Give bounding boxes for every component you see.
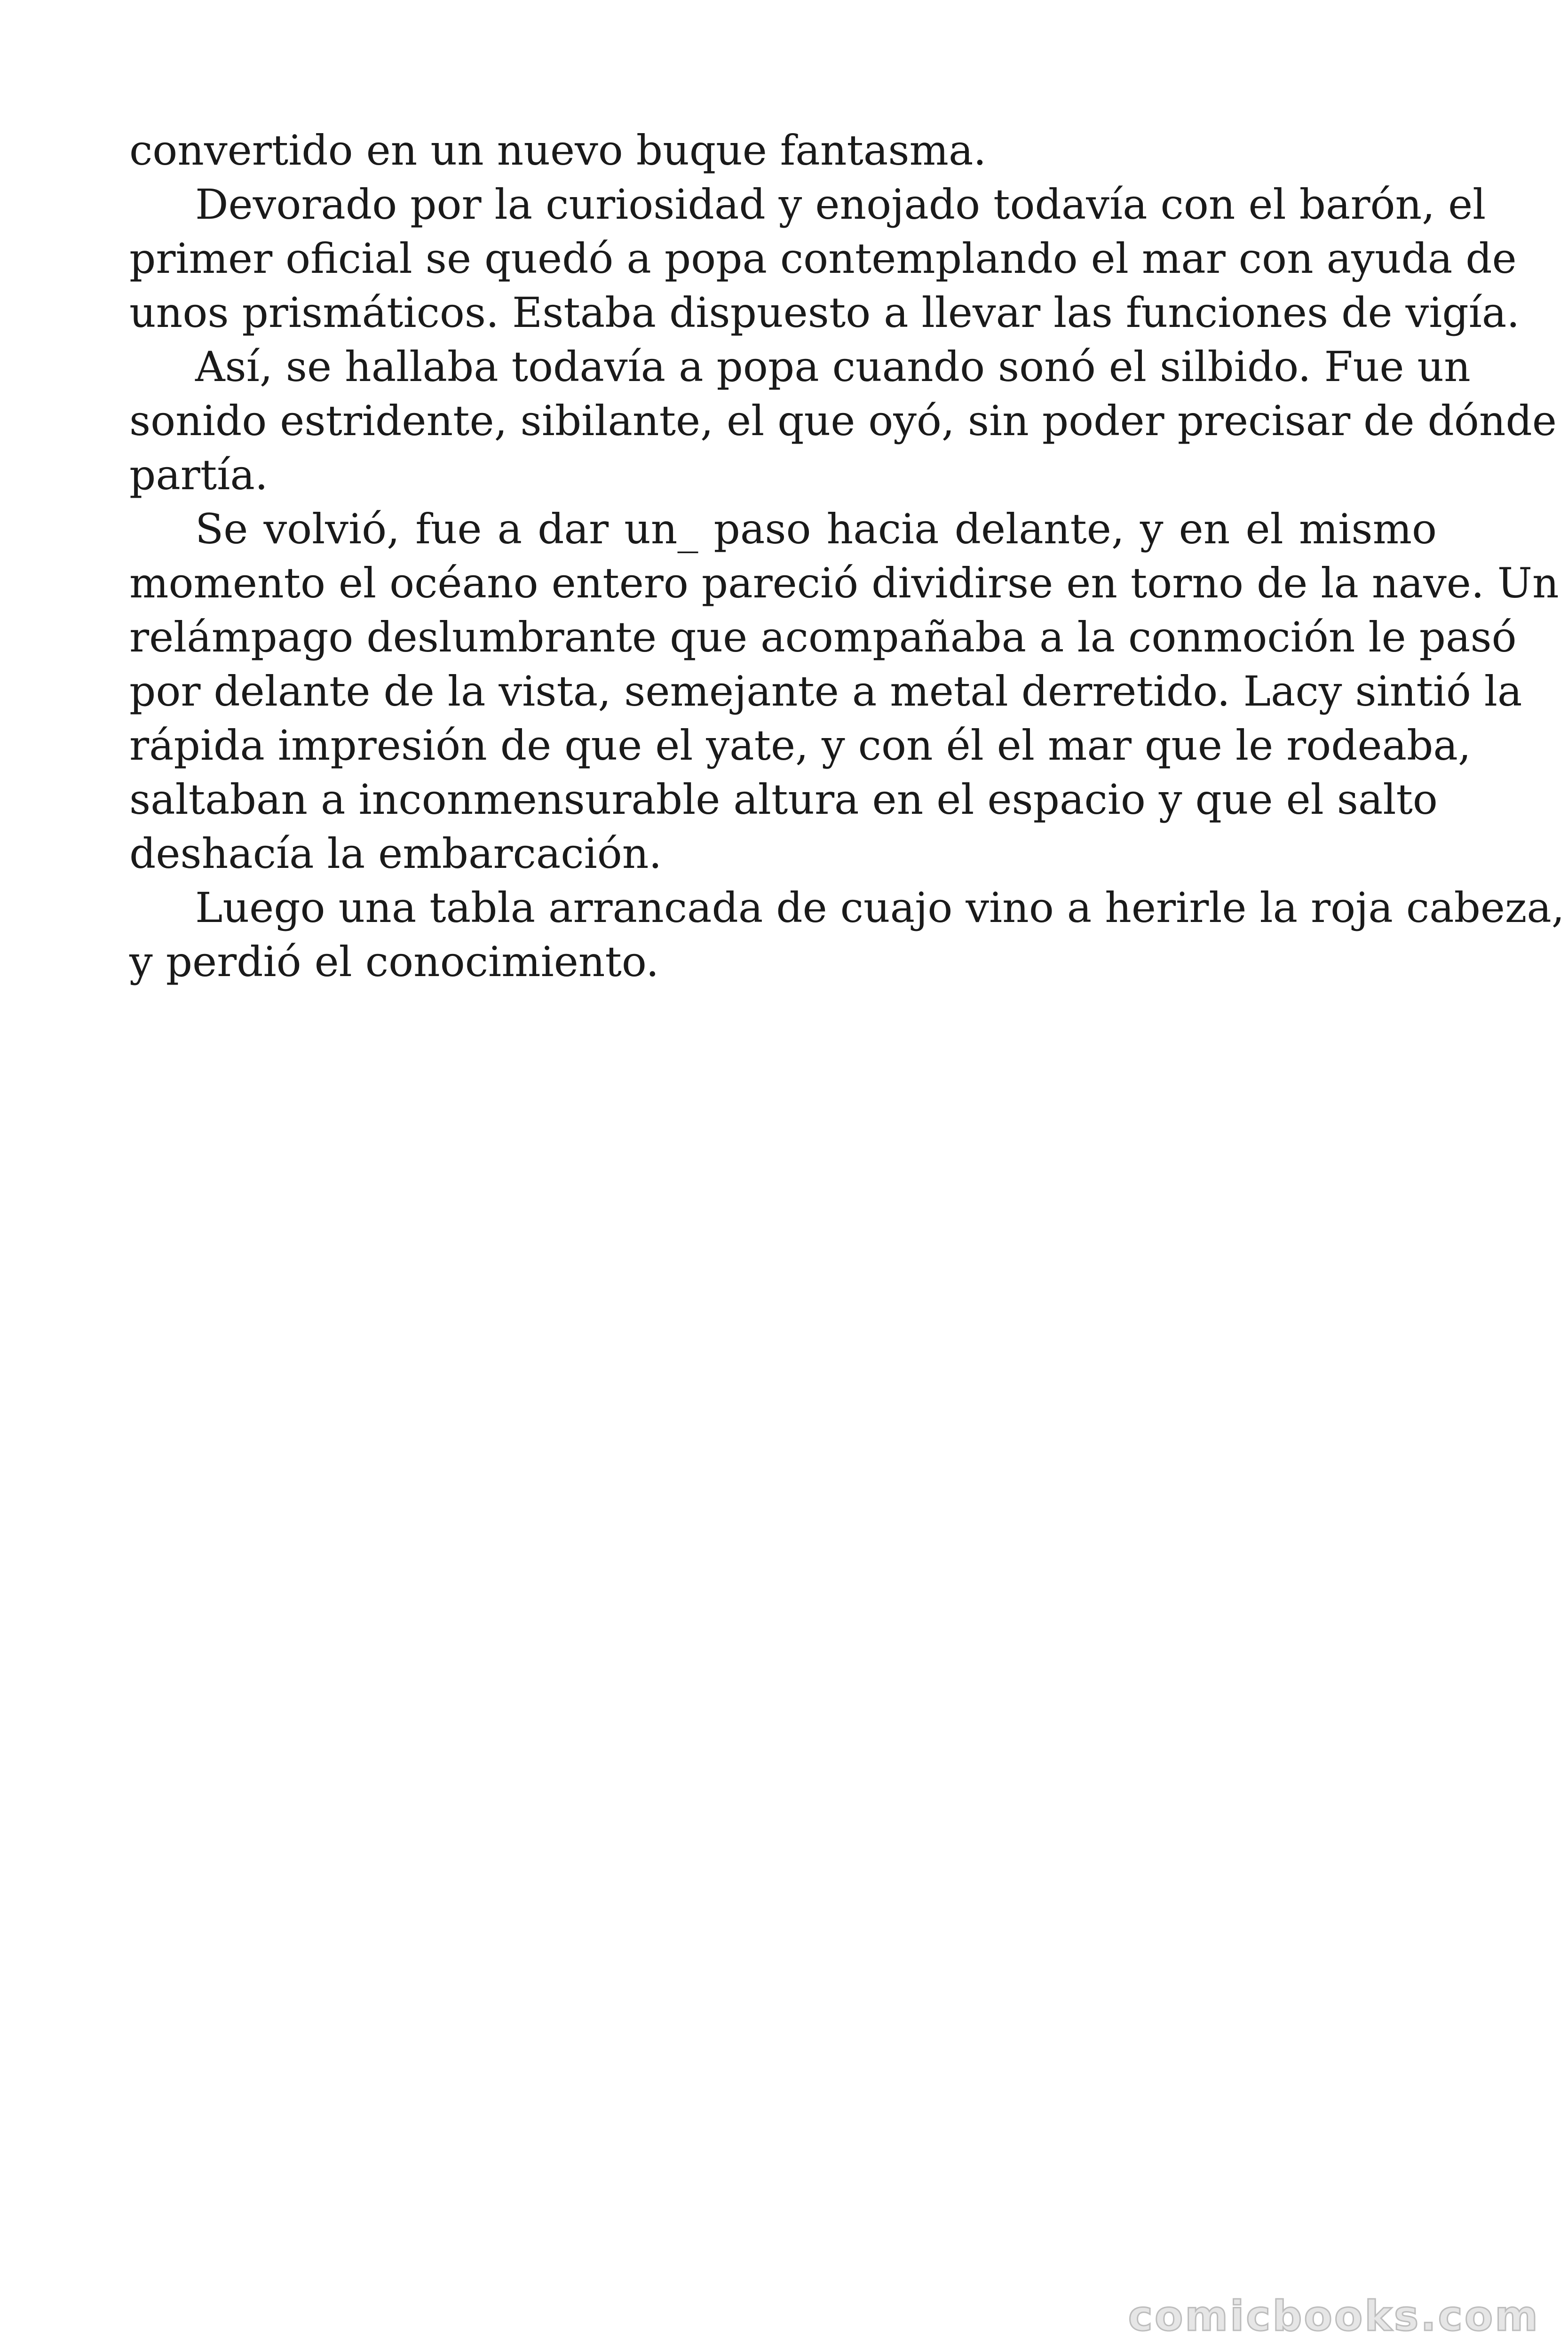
body-text [129,123,1565,989]
text-line: Se volvió, fue a dar un_ paso hacia delante, y en el mismo [195,505,1437,553]
text-line: Luego una tabla arrancada de cuajo vino a herirle la roja cabeza, [195,883,1565,932]
text-line: deshacía la embarcación. [129,829,662,878]
text-line: momento el océano entero pareció dividirse en torno de la nave. Un [129,559,1559,607]
text-line: saltaban a inconmensurable altura en el espacio y que el salto [129,775,1438,824]
text-line: sonido estridente, sibilante, el que oyó, sin poder precisar de dónde [129,397,1557,445]
text-line: relámpago deslumbrante que acompañaba a la conmoción le pasó [129,613,1517,661]
text-line: Así, se hallaba todavía a popa cuando sonó el silbido. Fue un [195,342,1471,391]
text-line: partía. [129,451,268,499]
text-line: rápida impresión de que el yate, y con él el mar que le rodeaba, [129,721,1471,770]
text-line: unos prismáticos. Estaba dispuesto a llevar las funciones de vigía. [129,288,1520,337]
text-line: primer oficial se quedó a popa contemplando el mar con ayuda de [129,234,1517,283]
text-line: por delante de la vista, semejante a metal derretido. Lacy sintió la [129,667,1522,715]
text-line: convertido en un nuevo buque fantasma. [129,126,987,175]
text-line: y perdió el conocimiento. [129,938,659,986]
watermark: comicbooks.com [1128,2292,1540,2340]
text-line: Devorado por la curiosidad y enojado todavía con el barón, el [195,180,1486,229]
